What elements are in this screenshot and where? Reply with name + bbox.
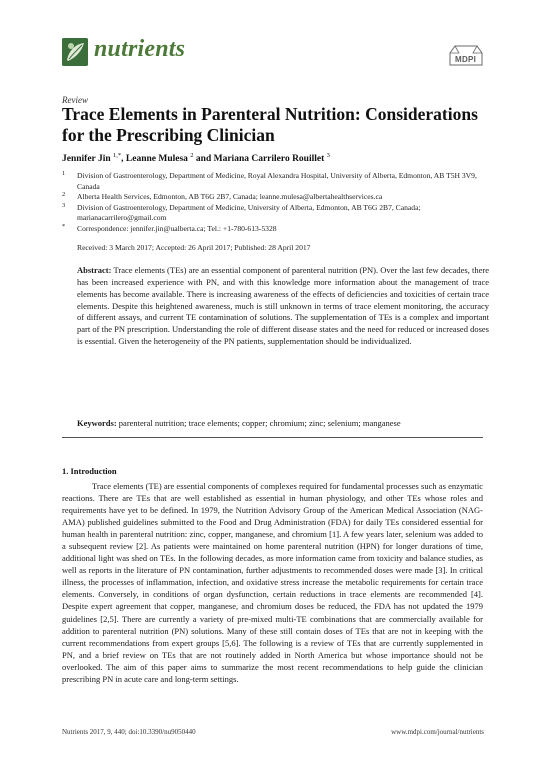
affiliation-mark: 2 (62, 191, 66, 199)
author-affiliation-mark: 3 (326, 152, 330, 159)
section-body: Trace elements (TE) are essential components of complexes required for fundamental processes such as enzymatic reactions. There are TEs that are well established as essential in human physiology, and other TEs whose roles and requirements have yet to be defined. In 1979, the Nutrition Advisory Group of the American Medical Association (NAG-AMA) published guidelines submitted to the Food and Drug Administration (FDA) for daily TEs considered essential for human health in parenteral nutrition: zinc, copper, manganese, and chromium [1]. A few years later, selenium was added to a subsequent review [2]. As patients were maintained on home parenteral nutrition (HPN) for longer durations of time, additional light was shed on TEs. In the following decades, as more information came from toxicity and balance studies, as well as reports in the literature of PN contamination, further adjustments to recommended doses were made [3]. In critical illness, the processes of inflammation, infection, and oxidative stress increase the metabolic requirements for certain trace elements. Conversely, in conditions of organ dysfunction, certain reductions in trace elements are recommended [4]. Despite expert agreement that copper, manganese, and chromium doses be reduced, the FDA has not updated the 1979 guidelines [2,5]. There are currently a variety of pre-mixed multi-TE combinations that are commercially available for addition to parenteral nutrition (PN) solutions. Many of these still contain doses of TEs that are not in keeping with the current recommendations from expert groups [5,6]. The following is a review of TEs that are currently supplemented in PN, and a brief review on TEs that are not routinely added in North America but whose importance should not be overlooked. The aim of this paper aims to summarize the most recent recommendations to help guide the clinician prescribing PN in acute care and long-term settings. (62, 481, 483, 684)
abstract (77, 265, 489, 348)
abstract-text: Trace elements (TEs) are an essential component of parenteral nutrition (PN). Over the last few decades, there has been increased experience with PN, and with this knowledge more information about the management of trace elements has become available. There is increasing awareness of the effects of deficiencies and toxicities of certain trace elements. Despite this heightened awareness, much is still unknown in terms of trace element monitoring, the accuracy of different assays, and current TE contamination of solutions. The supplementation of TEs is a complex and important part of the PN prescription. Understanding the role of different disease states and the need for reduced or increased doses is essential. Given the heterogeneity of the PN patients, supplementation should be individualized. (77, 265, 489, 347)
author-separator: and (193, 154, 214, 165)
footer-citation: Nutrients 2017, 9, 440; doi:10.3390/nu9050440 (62, 728, 196, 736)
publication-dates: Received: 3 March 2017; Accepted: 26 April 2017; Published: 28 April 2017 (77, 243, 311, 252)
affiliation-text: Alberta Health Services, Edmonton, AB T6G 2B7, Canada; leanne.mulesa@albertahealthservices.ca (77, 192, 383, 202)
affiliation-text: Correspondence: jennifer.jin@ualberta.ca; Tel.: +1-780-613-5328 (77, 223, 277, 233)
journal-logo-icon (62, 38, 88, 66)
affiliation-item (62, 203, 492, 224)
abstract-label: Abstract: (77, 265, 112, 275)
author-separator: , (121, 154, 126, 165)
article-title: Trace Elements in Parenteral Nutrition: Considerations for the Prescribing Clinician (62, 104, 478, 145)
affiliation-item (62, 171, 492, 192)
footer-url[interactable]: www.mdpi.com/journal/nutrients (391, 728, 484, 736)
author-affiliation-mark: 2 (190, 152, 194, 159)
affiliation-mark: 1 (62, 170, 66, 177)
author-name: Leanne Mulesa (125, 154, 188, 165)
author-name: Jennifer Jin (62, 154, 111, 165)
affiliation-mark: * (62, 222, 66, 230)
correspondence (62, 224, 492, 235)
affiliation-item (62, 192, 492, 203)
affiliation-mark: 3 (62, 201, 66, 209)
keywords (77, 418, 489, 428)
affiliations (62, 171, 492, 235)
affiliation-text: Division of Gastroenterology, Department of Medicine, University of Alberta, Edmonton, AB T6G 2B7, Canada; marianacarrilero@gmail.com (77, 202, 421, 223)
section-divider (62, 437, 483, 438)
author-affiliation-mark: 1,* (113, 152, 122, 159)
keywords-text: parenteral nutrition; trace elements; copper; chromium; zinc; selenium; manganese (118, 418, 401, 428)
journal-name: nutrients (94, 36, 186, 62)
affiliation-text: Division of Gastroenterology, Department of Medicine, Royal Alexandra Hospital, University of Alberta, Edmonton, AB T5H 3V9, Canada (77, 171, 477, 191)
keywords-label: Keywords: (77, 418, 117, 428)
author-list (62, 152, 330, 164)
publisher-name: MDPI (455, 55, 477, 64)
section-heading: 1. Introduction (62, 466, 117, 476)
article-type: Review (62, 95, 88, 105)
author-name: Mariana Carrilero Rouillet (213, 154, 325, 165)
